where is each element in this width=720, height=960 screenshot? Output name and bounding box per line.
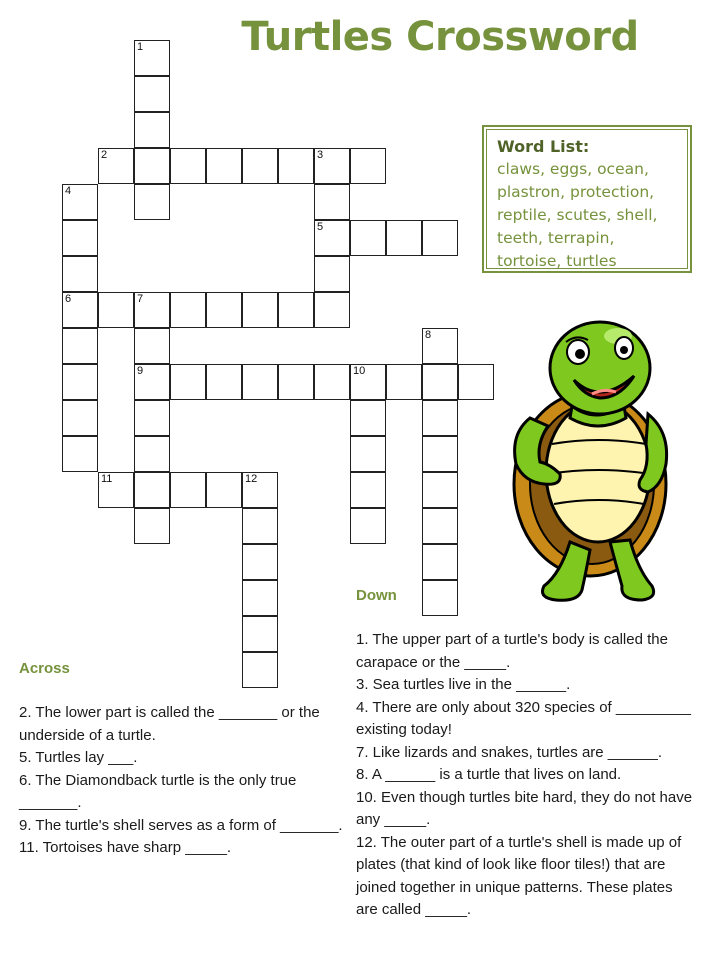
crossword-cell[interactable] [422, 580, 458, 616]
crossword-cell[interactable] [242, 544, 278, 580]
crossword-cell[interactable] [386, 364, 422, 400]
crossword-cell[interactable] [170, 148, 206, 184]
crossword-cell[interactable] [98, 472, 134, 508]
crossword-cell[interactable] [134, 508, 170, 544]
crossword-cell[interactable] [422, 544, 458, 580]
crossword-cell[interactable] [170, 472, 206, 508]
crossword-cell[interactable] [278, 292, 314, 328]
crossword-cell[interactable] [134, 400, 170, 436]
crossword-cell[interactable] [134, 148, 170, 184]
crossword-cell[interactable] [242, 472, 278, 508]
crossword-cell[interactable] [170, 364, 206, 400]
crossword-cell[interactable] [62, 292, 98, 328]
page-title: Turtles Crossword [241, 14, 639, 60]
crossword-cell[interactable] [62, 184, 98, 220]
clue-number: 9 [137, 365, 144, 377]
crossword-cell[interactable] [62, 436, 98, 472]
across-clue: 11. Tortoises have sharp _____. [19, 839, 232, 856]
crossword-cell[interactable] [350, 436, 386, 472]
crossword-cell[interactable] [242, 652, 278, 688]
down-clue-list [356, 629, 696, 922]
crossword-cell[interactable] [206, 364, 242, 400]
crossword-cell[interactable] [314, 184, 350, 220]
clue-number: 4 [65, 185, 72, 197]
crossword-cell[interactable] [98, 148, 134, 184]
crossword-cell[interactable] [62, 328, 98, 364]
crossword-cell[interactable] [350, 400, 386, 436]
crossword-cell[interactable] [350, 220, 386, 256]
crossword-cell[interactable] [314, 256, 350, 292]
crossword-cell[interactable] [458, 364, 494, 400]
crossword-cell[interactable] [422, 400, 458, 436]
down-clue: 3. Sea turtles live in the ______. [356, 676, 571, 693]
crossword-cell[interactable] [422, 436, 458, 472]
crossword-cell[interactable] [242, 148, 278, 184]
crossword-cell[interactable] [134, 364, 170, 400]
across-clue-list [19, 702, 347, 860]
crossword-cell[interactable] [242, 616, 278, 652]
crossword-cell[interactable] [242, 508, 278, 544]
clue-number: 6 [65, 293, 72, 305]
crossword-cell[interactable] [62, 220, 98, 256]
crossword-cell[interactable] [62, 256, 98, 292]
crossword-cell[interactable] [62, 364, 98, 400]
crossword-cell[interactable] [422, 364, 458, 400]
down-clue: 7. Like lizards and snakes, turtles are ______. [356, 743, 663, 761]
clue-number: 11 [101, 473, 113, 485]
clue-number: 2 [101, 149, 108, 161]
crossword-cell[interactable] [134, 292, 170, 328]
down-heading: Down [356, 587, 397, 604]
crossword-cell[interactable] [134, 112, 170, 148]
crossword-cell[interactable] [134, 40, 170, 76]
crossword-cell[interactable] [98, 292, 134, 328]
crossword-cell[interactable] [350, 508, 386, 544]
clue-number: 8 [425, 329, 432, 341]
crossword-cell[interactable] [314, 364, 350, 400]
crossword-cell[interactable] [422, 508, 458, 544]
across-clue: 9. The turtle's shell serves as a form of _______. [19, 816, 343, 834]
across-clue: 6. The Diamondback turtle is the only true _______. [19, 771, 297, 811]
crossword-cell[interactable] [134, 328, 170, 364]
crossword-cell[interactable] [314, 292, 350, 328]
crossword-cell[interactable] [134, 436, 170, 472]
crossword-cell[interactable] [278, 364, 314, 400]
word-list-box [482, 125, 692, 273]
crossword-cell[interactable] [422, 220, 458, 256]
crossword-cell[interactable] [350, 472, 386, 508]
clue-number: 7 [137, 293, 144, 305]
crossword-cell[interactable] [242, 580, 278, 616]
cartoon-turtle-icon [500, 314, 680, 609]
across-heading: Across [19, 660, 70, 677]
crossword-cell[interactable] [134, 184, 170, 220]
crossword-cell[interactable] [206, 292, 242, 328]
crossword-cell[interactable] [242, 364, 278, 400]
crossword-cell[interactable] [314, 148, 350, 184]
down-clue: 1. The upper part of a turtle's body is called the carapace or the _____. [356, 631, 668, 671]
clue-number: 1 [137, 41, 144, 53]
crossword-cell[interactable] [314, 220, 350, 256]
across-clue: 5. Turtles lay ___. [19, 749, 138, 766]
clue-number: 5 [317, 221, 324, 233]
crossword-cell[interactable] [206, 472, 242, 508]
across-clue: 2. The lower part is called the _______ or the underside of a turtle. [19, 704, 320, 744]
clue-number: 12 [245, 473, 258, 485]
clue-number: 3 [317, 149, 324, 161]
crossword-cell[interactable] [350, 148, 386, 184]
down-clue: 10. Even though turtles bite hard, they do not have any _____. [356, 788, 693, 828]
crossword-cell[interactable] [386, 220, 422, 256]
crossword-cell[interactable] [350, 364, 386, 400]
word-list-words: claws, eggs, ocean, plastron, protection, reptile, scutes, shell, teeth, terrapin, tortoise, turtles [497, 160, 658, 270]
word-list-title: Word List: [497, 137, 590, 156]
down-clue: 8. A ______ is a turtle that lives on land. [356, 766, 622, 783]
crossword-cell[interactable] [242, 292, 278, 328]
crossword-cell[interactable] [62, 400, 98, 436]
crossword-cell[interactable] [134, 76, 170, 112]
crossword-cell[interactable] [134, 472, 170, 508]
down-clue: 12. The outer part of a turtle's shell is made up of plates (that kind of look like floor tiles!) that are joined together in unique patterns. These plates are called _____. [356, 833, 682, 918]
clue-number: 10 [353, 365, 366, 377]
crossword-cell[interactable] [170, 292, 206, 328]
crossword-cell[interactable] [206, 148, 242, 184]
crossword-cell[interactable] [422, 472, 458, 508]
crossword-cell[interactable] [278, 148, 314, 184]
down-clue: 4. There are only about 320 species of _________ existing today! [356, 698, 691, 738]
crossword-cell[interactable] [422, 328, 458, 364]
